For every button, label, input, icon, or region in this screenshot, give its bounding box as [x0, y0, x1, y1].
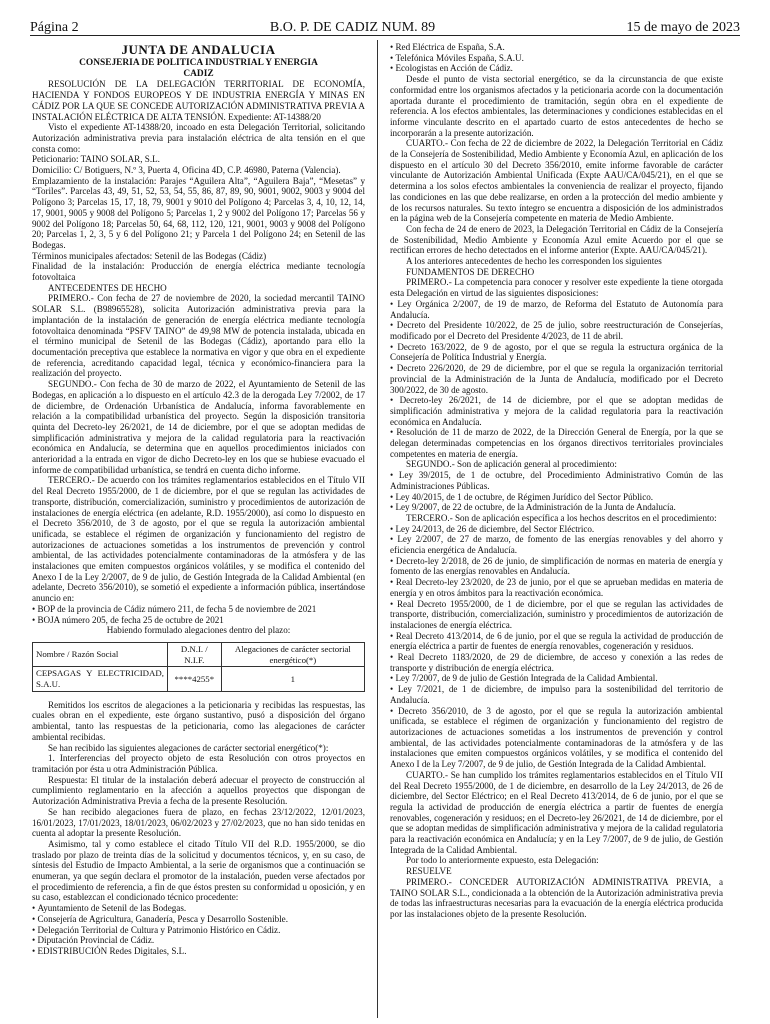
- table-cell: 1: [221, 667, 364, 691]
- list-item: • Ley 7/2007, de 9 de julio de Gestión Integrada de la Calidad Ambiental.: [390, 673, 723, 684]
- department-name: CONSEJERIA DE POLITICA INDUSTRIAL Y ENERGIA: [79, 58, 318, 68]
- resuelve-heading: RESUELVE: [406, 866, 452, 877]
- paragraph-fuera-plazo: Se han recibido alegaciones fuera de plazo, en fechas 23/12/2022, 12/01/2023, 16/01/2023, 17/01/2023, 18/01/2023, 06/02/2023 y 27/02/2023, que no han sido tenidas en cuenta al adoptar la presente Resolución.: [32, 806, 365, 839]
- list-item: • Decreto 356/2010, de 3 de agosto, por el que se regula la autorización ambiental unificada, se establece el régimen de organización y funcionamiento del registro de autorizaciones de actuaciones sometidas a los instrumentos de prevención y control ambiental, de las actividades potencialmente contaminadoras de la atmósfera y de las instalaciones que emiten compuestos orgánicos volátiles, y se modifica el contenido del Anexo I de la Ley 7/2007, de 9 de julio, de Gestión Integrada de la Calidad Ambiental.: [390, 706, 723, 770]
- list-item: • Delegación Territorial de Cultura y Patrimonio Histórico en Cádiz.: [32, 925, 365, 936]
- paragraph-habiendo: Habiendo formulado alegaciones dentro del plazo:: [106, 625, 291, 636]
- page-number: Página 2: [30, 20, 79, 35]
- list-item: • Decreto-ley 26/2021, de 14 de diciembre, por el que se adoptan medidas de simplificación administrativa y mejora de la calidad regulatoria para la reactivación económica en Andalucía.: [390, 395, 723, 427]
- list-item: • Diputación Provincial de Cádiz.: [32, 935, 365, 946]
- list-item: • Ley 7/2021, de 1 de diciembre, de impulso para la sostenibilidad del territorio de Andalucía.: [390, 684, 723, 705]
- list-item: • Decreto 163/2022, de 9 de agosto, por el que se regula la estructura orgánica de la Consejería de Política Industrial y Energía.: [390, 342, 723, 363]
- paragraph-con-fecha: Con fecha de 24 de enero de 2023, la Delegación Territorial en Cádiz de la Consejería de Sostenibilidad, Medio Ambiente y Economía Azul emite Acuerdo por el que se rectifican errores de hecho detectados en el informe anterior (Expte. AAU/CA/045/21).: [390, 223, 723, 256]
- list-item: • Real Decreto 1955/2000, de 1 de diciembre, por el que se regulan las actividades de transporte, distribución, comercialización, suministro y procedimientos de autorización de instalaciones de energía eléctrica.: [390, 599, 723, 631]
- table-row: [33, 667, 365, 691]
- list-item: • Decreto 226/2020, de 29 de diciembre, por el que se regula la organización territorial provincial de la Administración de la Junta de Andalucía, modificado por el Decreto 300/2022, de 30 de agosto.: [390, 363, 723, 395]
- paragraph-tercero: TERCERO.- De acuerdo con los trámites reglamentarios establecidos en el Título VII del Real Decreto 1955/2000, de 1 de diciembre, por el que se regulan las actividades de transporte, distribución, comercialización, suministro y procedimientos de autorización de instalaciones de energía eléctrica (en adelante, R.D. 1955/2000), así como lo dispuesto en el Decreto 356/2010, de 3 de agosto, por el que se regula la autorización ambiental unificada, se establece el régimen de organización y funcionamiento del registro de autorizaciones de actuaciones sometidas a los instrumentos de prevención y control ambiental, de las actividades potencialmente contaminadoras de la atmósfera y de las instalaciones que emiten compuestos orgánicos volátiles, y se modifica el contenido del Anexo I de la Ley 2/2007, de 9 de julio, de Gestión Integrada de la Calidad Ambiental (en adelante, Decreto 356/2010), se sometió el expediente a información pública, insertándose anuncio en:: [32, 475, 365, 604]
- list-item: • Decreto-ley 2/2018, de 26 de junio, de simplificación de normas en materia de energía y fomento de las energías renovables en Andalucía.: [390, 556, 723, 577]
- paragraph-por-todo: Por todo lo anteriormente expuesto, esta Delegación:: [406, 855, 599, 866]
- fundamentos-heading: FUNDAMENTOS DE DERECHO: [406, 266, 535, 277]
- list-item: • Real Decreto-ley 23/2020, de 23 de junio, por el que se aprueban medidas en materia de energía y en otros ámbitos para la reactivación económica.: [390, 577, 723, 598]
- paragraph-resuelve-primero: PRIMERO.- CONCEDER AUTORIZACIÓN ADMINISTRATIVA PREVIA, a TAINO SOLAR S.L., condicionada a la obtención de la Autorización administrativa previa de todas las infraestructuras necesarias para la evacuación de la energía eléctrica producida por las instalaciones objeto de la presente Resolución.: [390, 876, 723, 919]
- list-item: • Resolución de 11 de marzo de 2022, de la Dirección General de Energía, por la que se delegan determinadas competencias en los órganos directivos territoriales provinciales competentes en materia de energía.: [390, 427, 723, 459]
- list-item: • Ley 40/2015, de 1 de octubre, de Régimen Jurídico del Sector Público.: [390, 492, 723, 503]
- list-item: • Real Decreto 413/2014, de 6 de junio, por el que se regula la actividad de producción de energía eléctrica a partir de fuentes de energía renovables, cogeneración y residuos.: [390, 631, 723, 652]
- bulletin-name: B.O. P. DE CADIZ NUM. 89: [269, 20, 436, 35]
- meta-municipality: Términos municipales afectados: Setenil de las Bodegas (Cádiz): [32, 250, 267, 261]
- paragraph-desde: Desde el punto de vista sectorial energético, se da la circunstancia de que existe conformidad entre los organismos afectados y la peticionaria acorde con la documentación aportada durante el procedimiento de tramitación, según obra en el expediente de referencia. A los efectos ambientales, las determinaciones y condiciones establecidas en el informe vinculante descrito en el apartado cuarto de estos antecedentes de hecho se incorporarán a la presente autorización.: [390, 74, 723, 138]
- paragraph-interferencias: 1. Interferencias del proyecto objeto de esta Resolución con otros proyectos en tramitación por ésta u otra Administración Pública.: [32, 753, 365, 774]
- paragraph-visto: Visto el expediente AT-14388/20, incoado en esta Delegación Territorial, solicitando Autorización administrativa previa para instalación eléctrica de alta tensión en el que consta como:: [32, 122, 365, 154]
- list-item: • Ley 9/2007, de 22 de octubre, de la Administración de la Junta de Andalucía.: [390, 502, 723, 513]
- paragraph-a-los: A los anteriores antecedentes de hecho les corresponden los siguientes: [406, 256, 662, 267]
- list-item: • Ley Orgánica 2/2007, de 19 de marzo, de Reforma del Estatuto de Autonomía para Andalucía.: [390, 299, 723, 320]
- paragraph-fd-cuarto: CUARTO.- Se han cumplido los trámites reglamentarios establecidos en el Título VII del Real Decreto 1955/2000, de 1 de diciembre, en desarrollo de la Ley 24/2013, de 26 de diciembre, del Sector Eléctrico; en el Real Decreto 413/2014, de 6 de junio, por el que se regula la actividad de producción de energía eléctrica a partir de fuentes de energía renovables, cogeneración y residuos; en el Decreto-ley 26/2021, de 14 de diciembre, por el que se adoptan medidas de simplificación administrativa y mejora de la calidad regulatoria para la reactivación económica en Andalucía; y en la Ley 7/2007, de 9 de julio, de Gestión Integrada de la Calidad Ambiental.: [390, 769, 723, 855]
- list-item: • BOP de la provincia de Cádiz número 211, de fecha 5 de noviembre de 2021: [32, 604, 365, 615]
- table-header: Alegaciones de carácter sectorial energético(*): [221, 642, 364, 666]
- right-column: [390, 42, 723, 1018]
- meta-address: Domicilio: C/ Botiguers, N.º 3, Puerta 4, Oficina 4D, C.P. 46980, Paterna (Valencia).: [32, 165, 341, 176]
- left-column: [32, 42, 365, 1018]
- list-item: • Decreto del Presidente 10/2022, de 25 de julio, sobre reestructuración de Consejerías, modificado por el Decreto del Presidente 4/2023, de 11 de abril.: [390, 320, 723, 341]
- list-item: • Red Eléctrica de España, S.A.: [390, 42, 723, 53]
- section-title: JUNTA DE ANDALUCIA: [121, 42, 276, 57]
- list-item: • Ayuntamiento de Setenil de las Bodegas.: [32, 903, 365, 914]
- allegations-table: [32, 642, 365, 692]
- meta-purpose: Finalidad de la instalación: Producción de energía eléctrica mediante tecnología fotovoltaica: [32, 261, 365, 283]
- meta-location: Emplazamiento de la instalación: Parajes “Aguilera Alta”, “Aguilera Baja”, “Mesetas” y “Toriles”. Parcelas 43, 49, 51, 52, 53, 54, 55, 86, 87, 89, 90, 9001, 9002, 9003 y 9004 del Polígono 3; Parcelas 15, 17, 18, 79, 9001 y 9010 del Polígono 4; Parcelas 3, 4, 10, 12, 14, 17, 9001, 9005 y 9008 del Polígono 5; Parcelas 1, 2 y 9002 del Polígono 17; Parcelas 56 y 9002 del Polígono 18; Parcelas 50, 64, 68, 112, 120, 121, 9001, 9003 y 9008 del Polígono 20; Parcelas 1, 2, 3, 5 y 6 del Polígono 21; y Parcela 1 del Polígono 24; en Setenil de las Bodegas.: [32, 175, 365, 250]
- list-item: • Ley 39/2015, de 1 de octubre, del Procedimiento Administrativo Común de las Administraciones Públicas.: [390, 470, 723, 491]
- table-header: Nombre / Razón Social: [33, 642, 168, 666]
- list-item: • Telefónica Móviles España, S.A.U.: [390, 53, 723, 64]
- list-item: • Ecologistas en Acción de Cádiz.: [390, 63, 723, 74]
- antecedentes-heading: ANTECEDENTES DE HECHO: [48, 282, 167, 293]
- paragraph-fd-primero: PRIMERO.- La competencia para conocer y resolver este expediente la tiene otorgada esta Delegación en virtud de las siguientes disposiciones:: [390, 277, 723, 299]
- paragraph-fd-tercero: TERCERO.- Son de aplicación específica a los hechos descritos en el procedimiento:: [406, 512, 717, 523]
- list-item: • Real Decreto 1183/2020, de 29 de diciembre, de acceso y conexión a las redes de transporte y distribución de energía eléctrica.: [390, 652, 723, 673]
- paragraph-cuarto: CUARTO.- Con fecha de 22 de diciembre de 2022, la Delegación Territorial en Cádiz de la Consejería de Sostenibilidad, Medio Ambiente y Economía Azul, en aplicación de los dispuesto en el artículo 30 del Decreto 356/2010, emite informe favorable de carácter vinculante de Autorización Ambiental Unificada (Expte AAU/CA/045/21), en el que se determina a los solos efectos ambientales la conveniencia de realizar el proyecto, fijando las condiciones en las que debe realizarse, en orden a la protección del medio ambiente y de los recursos naturales. Su texto íntegro se encuentra a disposición de los administrados en la página web de la Consejería competente en materia de Medio Ambiente.: [390, 138, 723, 224]
- header-rule: [30, 35, 740, 36]
- column-divider: [377, 40, 378, 1018]
- paragraph-remitidos: Remitidos los escritos de alegaciones a la peticionaria y recibidas las respuestas, las cuales obran en el expediente, este órgano sustantivo, pusó a disposición del órgano ambiental, tanto las respuestas de la peticionaria, como las alegaciones de carácter ambiental recibidas.: [32, 699, 365, 742]
- paragraph-fd-segundo: SEGUNDO.- Son de aplicación general al procedimiento:: [406, 459, 617, 470]
- table-cell: ****4255*: [167, 667, 221, 691]
- table-header: D.N.I. / N.I.F.: [167, 642, 221, 666]
- list-item: • BOJA número 205, de fecha 25 de octubre de 2021: [32, 615, 365, 626]
- page-header: [30, 12, 740, 36]
- list-item: • Ley 2/2007, de 27 de marzo, de fomento de las energías renovables y del ahorro y eficiencia energética de Andalucía.: [390, 534, 723, 555]
- department-city: CADIZ: [183, 68, 214, 79]
- list-item: • Ley 24/2013, de 26 de diciembre, del Sector Eléctrico.: [390, 524, 723, 535]
- meta-applicant: Peticionario: TAINO SOLAR, S.L.: [32, 154, 160, 165]
- list-item: • Consejería de Agricultura, Ganadería, Pesca y Desarrollo Sostenible.: [32, 914, 365, 925]
- resolution-heading: RESOLUCIÓN DE LA DELEGACIÓN TERRITORIAL DE ECONOMÍA, HACIENDA Y FONDOS EUROPEOS Y DE INDUSTRIA ENERGÍA Y MINAS EN CÁDIZ POR LA QUE SE CONCEDE AUTORIZACIÓN ADMINISTRATIVA PREVIA A INSTALACIÓN ELÉCTRICA DE ALTA TENSIÓN. Expediente: AT-14388/20: [32, 79, 365, 122]
- paragraph-asimismo: Asimismo, tal y como establece el citado Título VII del R.D. 1955/2000, se dio traslado por plazo de treinta días de la solicitud y documentos técnicos, y, en su caso, de síntesis del Estudio de Impacto Ambiental, a la serie de organismos que a continuación se enumeran, ya que según declara el promotor de la instalación, pueden verse afectados por el procedimiento de referencia, a fin de que éstos presten su conformidad u oposición, y en su caso, establezcan el condicionado técnico procedente:: [32, 838, 365, 903]
- list-item: • EDISTRIBUCIÓN Redes Digitales, S.L.: [32, 946, 365, 957]
- table-header-row: [33, 642, 365, 666]
- paragraph-respuesta: Respuesta: El titular de la instalación deberá adecuar el proyecto de construcción al cumplimiento reglamentario en la afección a aquellos proyectos que dispongan de Autorización Administrativa Previa a fecha de la presente Resolución.: [32, 774, 365, 807]
- bulletin-date: 15 de mayo de 2023: [626, 20, 740, 35]
- table-cell: CEPSAGAS Y ELECTRICIDAD, S.A.U.: [33, 667, 168, 691]
- paragraph-alegaciones: Se han recibido las siguientes alegaciones de carácter sectorial energético(*):: [48, 742, 329, 753]
- paragraph-primero: PRIMERO.- Con fecha de 27 de noviembre de 2020, la sociedad mercantil TAINO SOLAR S.L. (B98965528), solicita Autorización administrativa previa para la implantación de la instalación de generación de energía eléctrica mediante tecnología fotovoltaica denominada “PSFV TAINO” de 49,98 MW de potencia instalada, ubicada en el término municipal de Setenil de las Bodegas (Cádiz), aportando para ello la documentación preceptiva que establece la normativa en vigor y que obra en el expediente de referencia, acreditando capacidad legal, técnica y económico-financiera para la realización del proyecto.: [32, 293, 365, 379]
- paragraph-segundo: SEGUNDO.- Con fecha de 30 de marzo de 2022, el Ayuntamiento de Setenil de las Bodegas, en aplicación a lo dispuesto en el artículo 42.3 de la derogada Ley 7/2002, de 17 de diciembre, de Ordenación Urbanística de Andalucía, informa favorablemente en relación a la compatibilidad urbanística del proyecto. Según la disposición transitoria quinta del Decreto-ley 26/2021, de 14 de diciembre, por el que se adoptan medidas de simplificación administrativa y mejora de la calidad regulatoria para la reactivación económica en Andalucía, se determina que en aquellos procedimientos iniciados con anterioridad a la entrada en vigor de dicho Decreto-ley en los que se hubiese evacuado el informe de compatibilidad urbanística, se tendrá en cuenta dicho informe.: [32, 379, 365, 475]
